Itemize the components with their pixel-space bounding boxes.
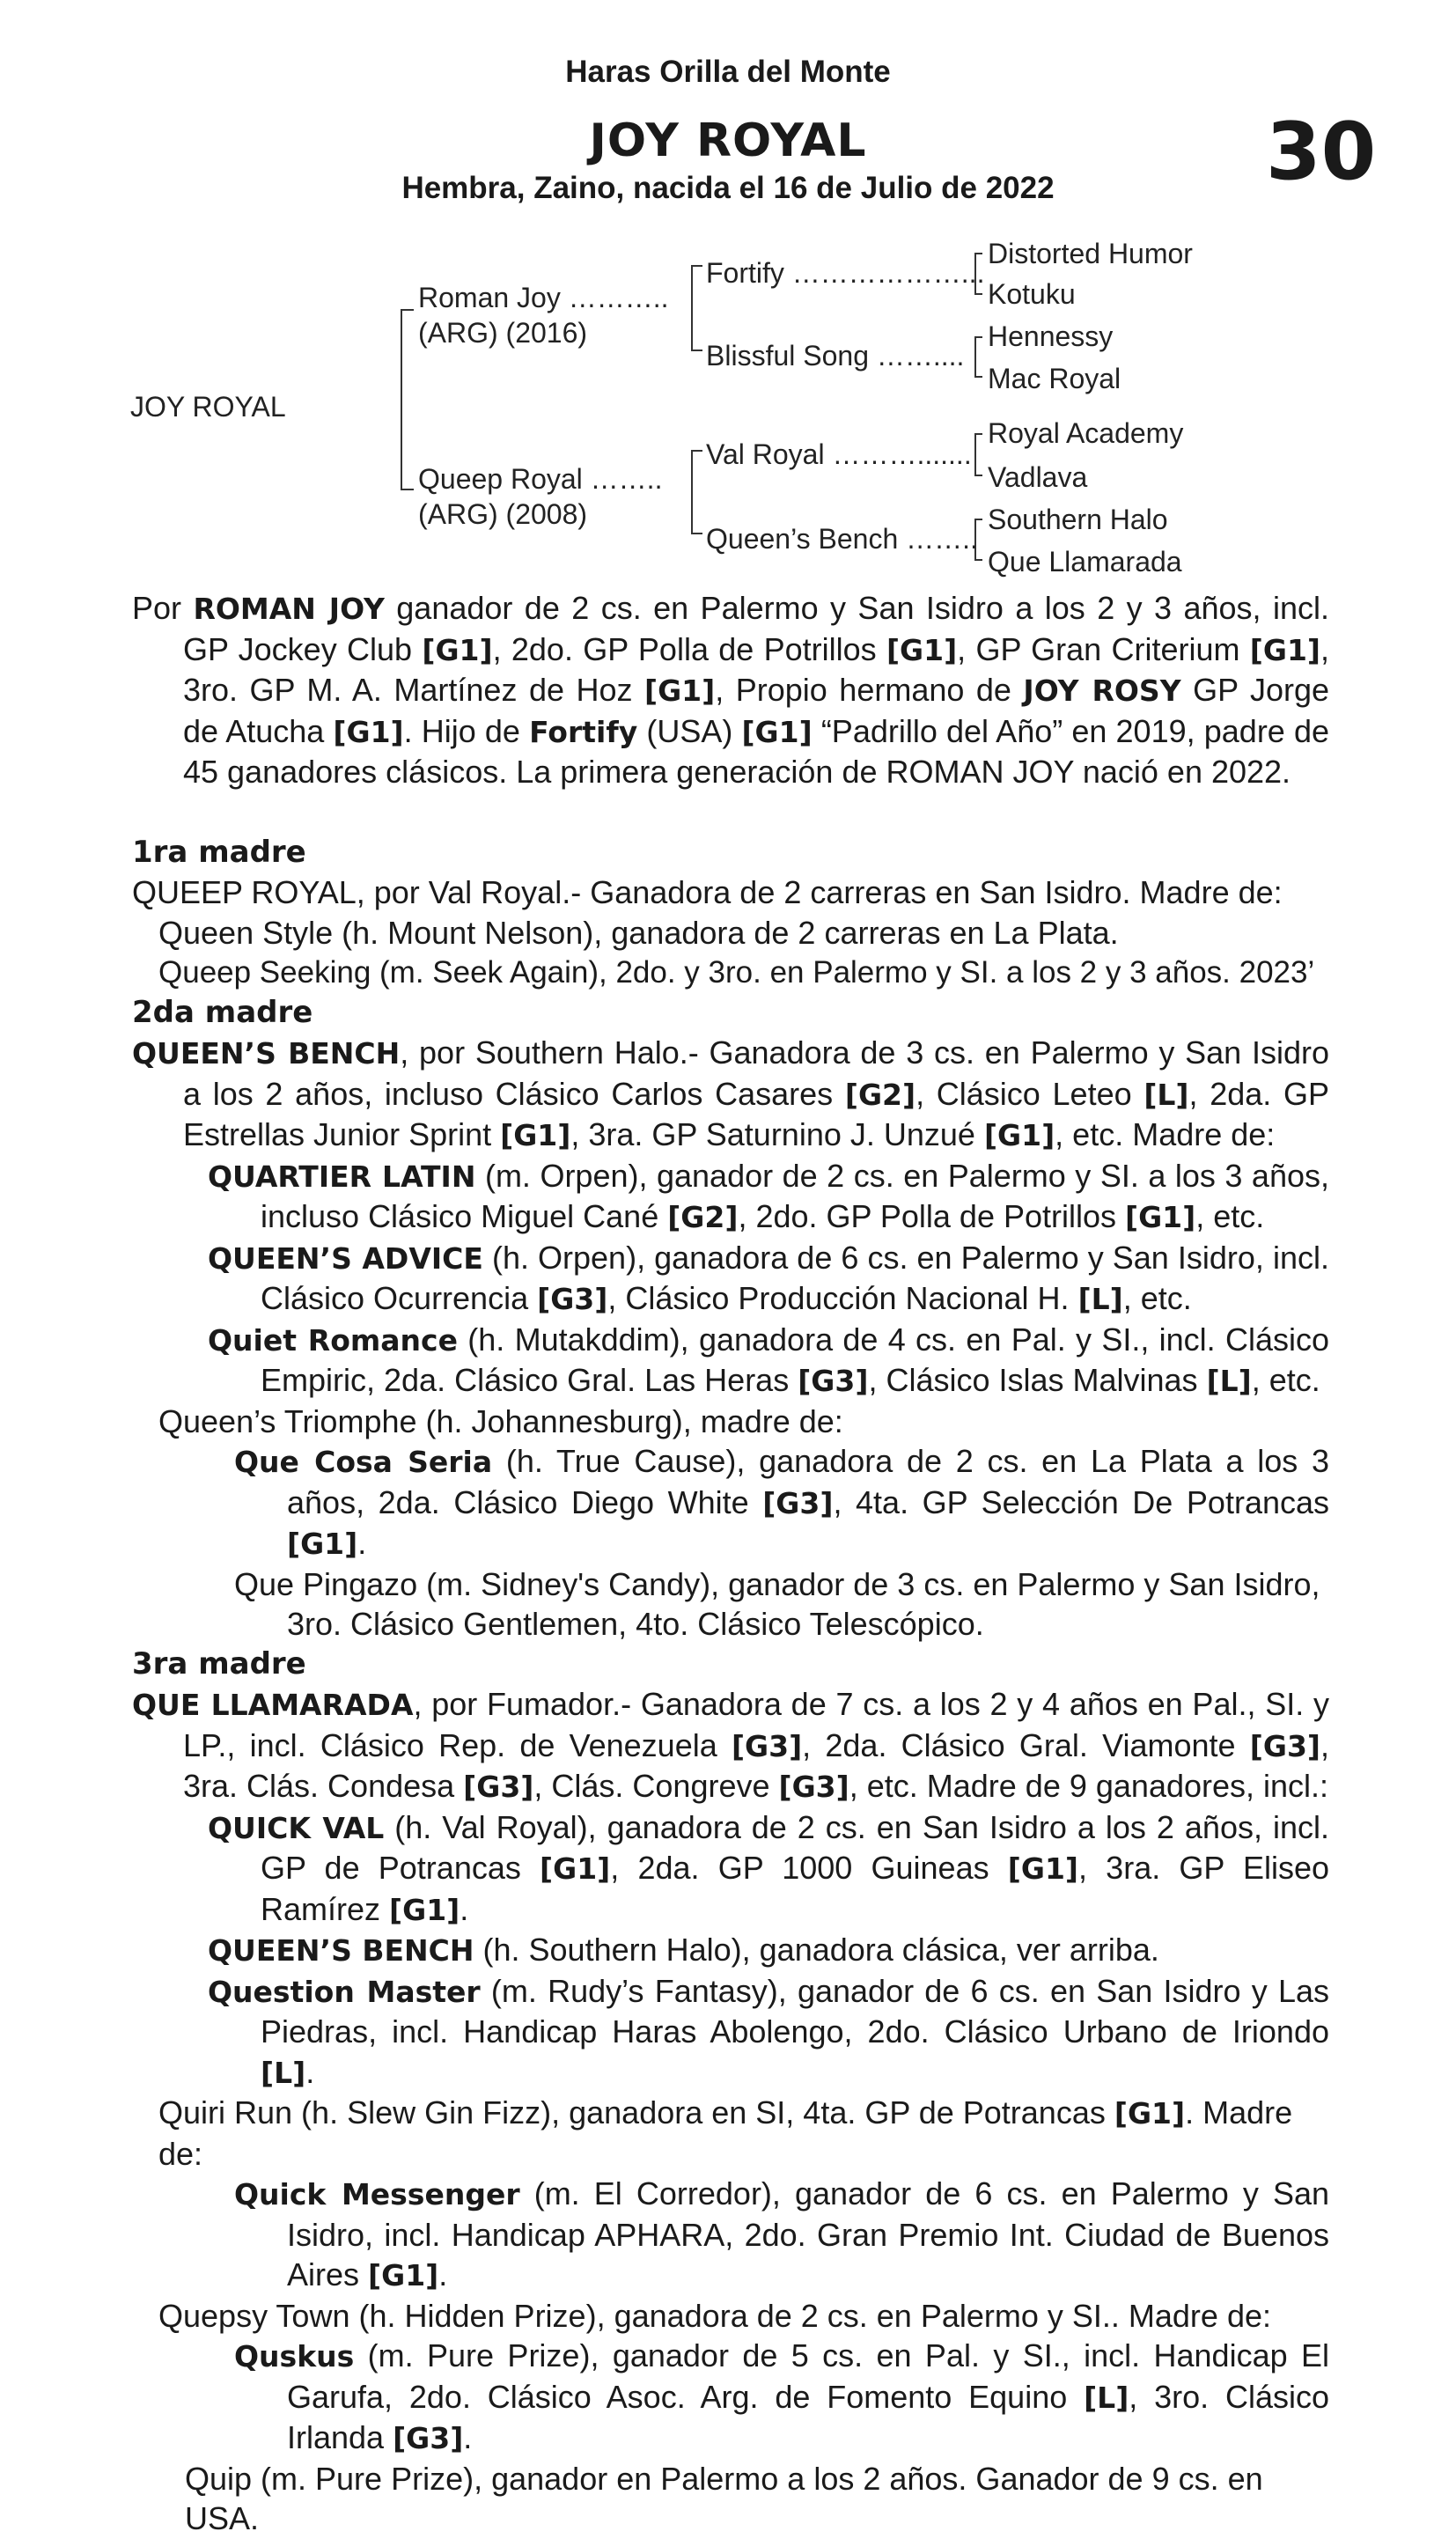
produce-queens-triomphe: Queen’s Triomphe (h. Johannesburg), madre de: [158, 1402, 843, 1439]
produce-question-master: Question Master (m. Rudy’s Fantasy), ganador de 6 cs. en San Isidro y Las Piedras, incl. Handicap Haras Abolengo, 2do. Clásico Urbano de Iriondo [L]. [208, 1972, 1329, 2090]
pedigree-sire: Roman Joy ……….. [418, 282, 669, 313]
pedigree-dam-origin: (ARG) (2008) [418, 498, 588, 530]
pedigree-sire-origin: (ARG) (2016) [418, 317, 588, 349]
pedigree-dam: Queep Royal …….. [418, 463, 663, 495]
first-dam-produce-2: Queep Seeking (m. Seek Again), 2do. y 3ro. en Palermo y SI. a los 2 y 3 años. 2023’ [158, 955, 1315, 990]
lot-number: 30 [1266, 106, 1377, 198]
pedigree-ss-dam: Kotuku [988, 278, 1076, 310]
first-dam-produce-1: Queen Style (h. Mount Nelson), ganadora de 2 carreras en La Plata. [158, 914, 1119, 951]
pedigree-sire-sire: Fortify ………………... [706, 257, 985, 289]
produce-queens-advice: QUEEN’S ADVICE (h. Orpen), ganadora de 6 cs. en Palermo y San Isidro, incl. Clásico Ocurrencia [G3], Clásico Producción Nacional H. [L], etc. [208, 1239, 1329, 1316]
produce-quip: Quip (m. Pure Prize), ganador en Palermo a los 2 años. Ganador de 9 cs. en USA. [185, 2460, 1263, 2536]
produce-quick-messenger: Quick Messenger (m. El Corredor), ganador de 6 cs. en Palermo y San Isidro, incl. Handicap APHARA, 2do. Gran Premio Int. Ciudad de Buenos Aires [G1]. [234, 2175, 1329, 2292]
produce-que-pingazo: Que Pingazo (m. Sidney's Candy), ganador de 3 cs. en Palermo y San Isidro, 3ro. Clásico Gentlemen, 4to. Clásico Telescópico. [234, 1565, 1320, 1642]
pedigree-sd-dam: Mac Royal [988, 363, 1121, 394]
pedigree-dd-dam: Que Llamarada [988, 546, 1182, 578]
produce-quepsy-town: Quepsy Town (h. Hidden Prize), ganadora de 2 cs. en Palermo y SI.. Madre de: [158, 2297, 1271, 2334]
third-dam-heading: 3ra madre [132, 1645, 306, 1682]
produce-quartier-latin: QUARTIER LATIN (m. Orpen), ganador de 2 cs. en Palermo y SI. a los 3 años, incluso Clásico Miguel Cané [G2], 2do. GP Polla de Potrillos [G1], etc. [208, 1157, 1329, 1234]
pedigree-sire-dam: Blissful Song …….... [706, 340, 965, 372]
produce-quskus: Quskus (m. Pure Prize), ganador de 5 cs. en Pal. y SI., incl. Handicap El Garufa, 2do. Clásico Asoc. Arg. de Fomento Equino [L], 3ro. Clásico Irlanda [G3]. [234, 2337, 1330, 2455]
pedigree-ss-sire: Distorted Humor [988, 238, 1193, 269]
pedigree-sd-sire: Hennessy [988, 320, 1114, 352]
pedigree-bracket-lines [0, 0, 1456, 581]
produce-queens-bench: QUEEN’S BENCH (h. Southern Halo), ganadora clásica, ver arriba. [208, 1932, 1159, 1968]
pedigree-dam-dam: Queen’s Bench …….. [706, 523, 978, 555]
horse-name-title: JOY ROYAL [589, 114, 867, 167]
second-dam-paragraph: QUEEN’S BENCH, por Southern Halo.- Ganadora de 3 cs. en Palermo y San Isidro a los 2 años, incluso Clásico Carlos Casares [G2], Clásico Leteo [L], 2da. GP Estrellas Junior Sprint [G1], 3ra. GP Saturnino J. Unzué [G1], etc. Madre de: [132, 1034, 1329, 1152]
horse-description: Hembra, Zaino, nacida el 16 de Julio de 2022 [401, 171, 1055, 205]
pedigree-ds-sire: Royal Academy [988, 417, 1184, 449]
produce-quiet-romance: Quiet Romance (h. Mutakddim), ganadora de 4 cs. en Pal. y SI., incl. Clásico Empiric, 2da. Clásico Gral. Las Heras [G3], Clásico Islas Malvinas [L], etc. [208, 1321, 1329, 1398]
first-dam-heading: 1ra madre [132, 834, 306, 870]
pedigree-ds-dam: Vadlava [988, 461, 1088, 493]
pedigree-dd-sire: Southern Halo [988, 504, 1168, 535]
catalog-body [132, 588, 1329, 2539]
pedigree-dam-sire: Val Royal ………....... [706, 438, 972, 470]
first-dam-line: QUEEP ROYAL, por Val Royal.- Ganadora de 2 carreras en San Isidro. Madre de: [132, 874, 1283, 910]
third-dam-paragraph: QUE LLAMARADA, por Fumador.- Ganadora de 7 cs. a los 2 y 4 años en Pal., SI. y LP., incl. Clásico Rep. de Venezuela [G3], 2da. Clásico Gral. Viamonte [G3], 3ra. Clás. Condesa [G3], Clás. Congreve [G3], etc. Madre de 9 ganadores, incl.: [132, 1686, 1330, 1804]
breeder-name: Haras Orilla del Monte [565, 55, 891, 89]
sire-paragraph: Por ROMAN JOY ganador de 2 cs. en Palermo y San Isidro a los 2 y 3 años, incl. GP Jockey Club [G1], 2do. GP Polla de Potrillos [G1], GP Gran Criterium [G1], 3ro. GP M. A. Martínez de Hoz [G1], Propio hermano de JOY ROSY GP Jorge de Atucha [G1]. Hijo de Fortify (USA) [G1] “Padrillo del Año” en 2019, padre de 45 ganadores clásicos. La primera generación de ROMAN JOY nació en 2022. [132, 590, 1330, 790]
produce-que-cosa-seria: Que Cosa Seria (h. True Cause), ganadora de 2 cs. en La Plata a los 3 años, 2da. Clásico Diego White [G3], 4ta. GP Selección De Potrancas [G1]. [234, 1443, 1330, 1561]
sire-name: ROMAN JOY [193, 592, 385, 626]
produce-quiri-run: Quiri Run (h. Slew Gin Fizz), ganadora en SI, 4ta. GP de Potrancas [G1]. Madre de: [158, 2094, 1293, 2172]
second-dam-heading: 2da madre [132, 994, 313, 1030]
pedigree-subject: JOY ROYAL [130, 391, 286, 423]
produce-quick-val: QUICK VAL (h. Val Royal), ganadora de 2 cs. en San Isidro a los 2 años, incl. GP de Potrancas [G1], 2da. GP 1000 Guineas [G1], 3ra. GP Eliseo Ramírez [G1]. [208, 1808, 1329, 1927]
